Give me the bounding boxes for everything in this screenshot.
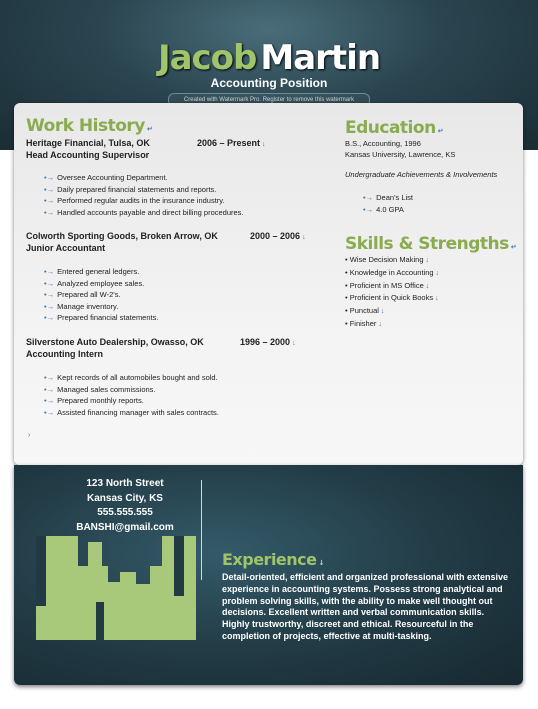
job-role: Junior Accountant xyxy=(26,243,106,253)
job-duties-list xyxy=(44,373,219,419)
contact-city: Kansas City, KS xyxy=(87,492,163,504)
achievements-label: Undergraduate Achievements & Involvements xyxy=(345,170,498,179)
job-company: Colworth Sporting Goods, Broken Arrow, OK xyxy=(26,231,218,241)
skills-heading: Skills & Strengths ↵ xyxy=(345,234,517,254)
list-item: •→ Kept records of all automobiles bought and sold. xyxy=(44,373,218,382)
job-company: Heritage Financial, Tulsa, OK xyxy=(26,138,150,148)
contact-street: 123 North Street xyxy=(86,478,164,489)
list-item: • Knowledge in Accounting ↓ xyxy=(345,267,440,277)
position-title: Accounting Position xyxy=(210,76,328,90)
job-duties-list xyxy=(44,173,244,219)
list-item: •→ Daily prepared financial statements and reports. xyxy=(44,184,217,194)
list-item: •→ Assisted financing manager with sales contracts. xyxy=(44,407,219,417)
watermark-notice: Created with Watermark Pro. Register to remove this watermark xyxy=(168,93,370,107)
list-item: • Punctual ↓ xyxy=(345,306,385,316)
job-dates: 1996 – 2000 ↓ xyxy=(240,337,296,347)
job-duties-list xyxy=(44,267,158,325)
first-name: Jacob xyxy=(157,38,257,78)
contact-phone: 555.555.555 xyxy=(97,507,153,518)
job-role: Head Accounting Supervisor xyxy=(26,150,150,160)
contact-email[interactable]: BANSHI@gmail.com xyxy=(76,521,174,533)
list-item: •→ Prepared financial statements. xyxy=(44,313,159,322)
achievements-list xyxy=(363,193,413,216)
list-item: •→ Dean's List xyxy=(363,193,414,202)
list-item: •→ Entered general ledgers. xyxy=(44,267,140,276)
contact-block xyxy=(60,477,190,535)
list-item: •→ Prepared monthly reports. xyxy=(44,396,144,405)
jm-logo-icon xyxy=(36,536,198,640)
education-heading: Education ↵ xyxy=(345,118,444,138)
name-heading xyxy=(0,38,538,78)
skills-list xyxy=(345,255,439,332)
list-item: • Proficient in Quick Books ↓ xyxy=(345,293,439,303)
last-name: Martin xyxy=(260,38,381,78)
experience-heading: Experience ↓ xyxy=(222,550,324,569)
list-item: •→ Performed regular audits in the insurance industry. xyxy=(44,196,225,205)
job-dates: 2000 – 2006 ↓ xyxy=(250,231,306,241)
education-school: Kansas University, Lawrence, KS xyxy=(345,150,456,159)
education-degree: B.S., Accounting, 1996 xyxy=(345,139,421,148)
job-dates: 2006 – Present ↓ xyxy=(197,138,266,148)
work-history-heading: Work History ↵ xyxy=(26,116,153,136)
job-company: Silverstone Auto Dealership, Owasso, OK xyxy=(26,337,204,347)
list-item: •→ 4.0 GPA xyxy=(363,204,404,214)
list-item: •→ Oversee Accounting Department. xyxy=(44,173,168,182)
list-item: •→ Handled accounts payable and direct billing procedures. xyxy=(44,207,244,217)
list-item: •→ Prepared all W-2's. xyxy=(44,290,121,299)
vertical-divider xyxy=(201,480,202,580)
list-item: •→ Analyzed employee sales. xyxy=(44,278,145,288)
list-item: •→ Manage inventory. xyxy=(44,301,119,311)
paragraph-mark-icon: › xyxy=(28,432,31,439)
list-item: • Wise Decision Making ↓ xyxy=(345,255,429,264)
list-item: • Proficient in MS Office ↓ xyxy=(345,280,430,290)
job-role: Accounting Intern xyxy=(26,349,103,359)
list-item: •→ Managed sales commissions. xyxy=(44,384,156,394)
experience-summary: Detail-oriented, efficient and organized professional with extensive experience in accounting systems. Possess strong analytical and problem solving skills, with the ability to make well thought out decisions. Excellent written and verbal communication skills. Highly trustworthy, discreet and ethical. Resourceful in the completion of projects, effective at multi-tasking. xyxy=(222,572,509,641)
list-item: • Finisher ↓ xyxy=(345,318,382,328)
